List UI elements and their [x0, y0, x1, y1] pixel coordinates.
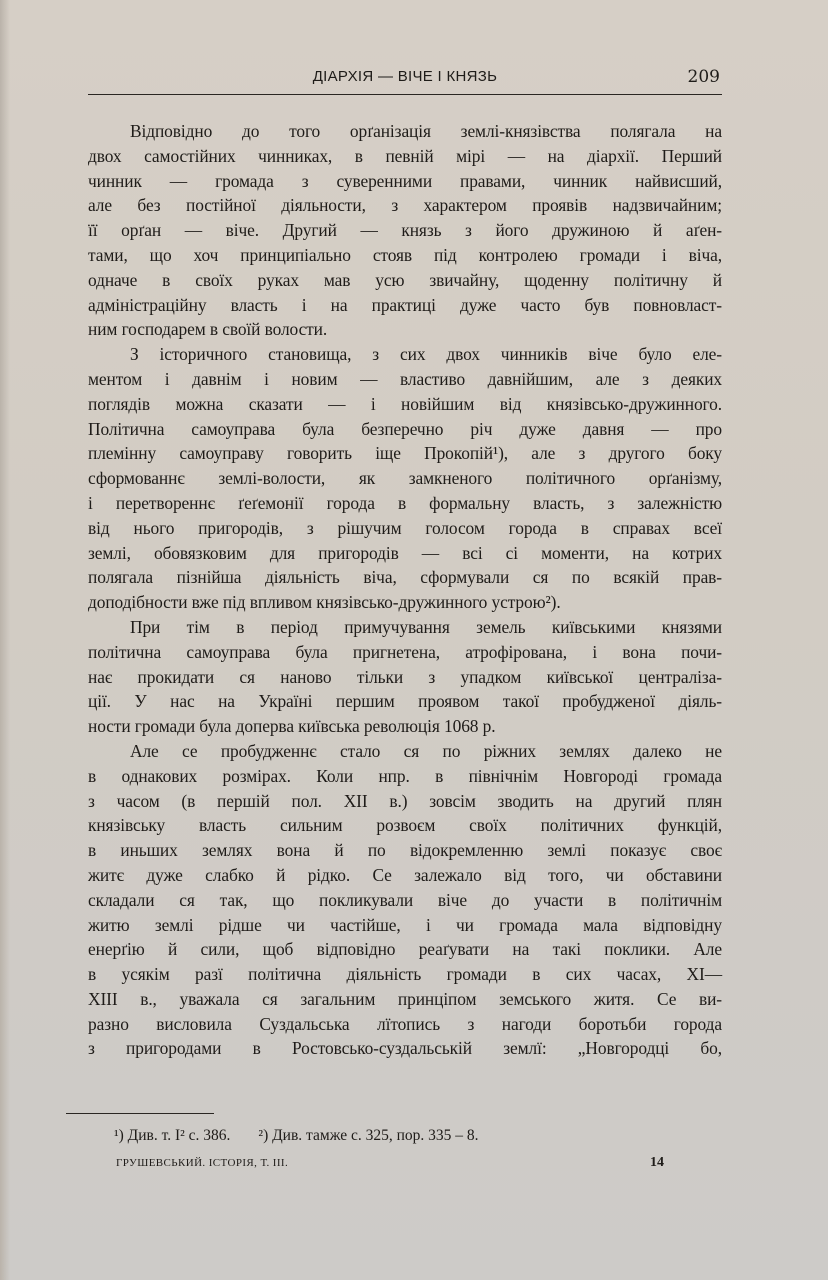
text-line: ції. У нас на Україні першим проявом такої пробудженої діяль-: [88, 691, 722, 712]
text-line: житє дуже слабко й рідко. Се залежало від того, чи обставини: [88, 864, 722, 885]
text-line: одначе в своїх руках мав усю звичайну, щоденну політичну й: [88, 269, 722, 290]
text-line: полягала пізнійша діяльність віча, сформували ся по всякій прав-: [88, 567, 722, 588]
text-line: Політична самоуправа була безперечно річ дуже давня — про: [88, 418, 722, 439]
text-line: разно висловила Суздальська лїтопись з нагоди боротьби города: [88, 1013, 722, 1034]
running-title: ДІАРХІЯ — ВІЧЕ І КНЯЗЬ: [312, 68, 498, 85]
footnote-divider: [66, 1113, 214, 1114]
footnote-2: ²) Див. тамже с. 325, пор. 335 – 8.: [258, 1127, 479, 1144]
text-line: і перетвореннє ґеґемонії города в формальну власть, з залежністю: [88, 492, 722, 513]
text-line: ности громади була доперва київська революція 1068 р.: [88, 716, 496, 737]
text-line: але без постійної діяльности, з характером проявів надзвичайним;: [88, 195, 722, 216]
footnote-1: ¹) Див. т. І² с. 386.: [114, 1127, 231, 1144]
text-line: ментом і давнім і новим — властиво давнійшим, але з деяких: [88, 368, 722, 389]
text-line: ним господарем в своїй волости.: [88, 319, 328, 340]
text-line: двох самостійних чинниках, в певній мірі — на діархії. Перший: [88, 145, 722, 166]
text-line: житю землі рідше чи частійше, і чи громада мала відповідну: [88, 914, 722, 935]
body-text: [88, 119, 722, 1061]
sheet-number: 14: [650, 1155, 664, 1170]
text-line: чинник — громада з суверенними правами, чинник найвисший,: [88, 170, 722, 191]
text-line: в усякім разї політична діяльність громади в сих часах, XI—: [88, 964, 722, 985]
text-line: З історичного становища, з сих двох чинників віче було еле-: [130, 344, 722, 365]
text-line: землі, обовязковим для пригородів — всі сі моменти, на котрих: [88, 542, 722, 563]
text-line: поглядів можна сказати — і новійшим від князівсько-дружинного.: [88, 393, 722, 414]
text-line: в однакових розмірах. Коли нпр. в північнім Новгороді громада: [88, 765, 722, 786]
text-line: з пригородами в Ростовсько-суздальській землї: „Новгородці бо,: [88, 1038, 722, 1059]
text-line: від нього пригородів, з рішучим голосом города в справах всеї: [88, 517, 722, 538]
page-edge-shadow: [0, 0, 10, 1280]
text-line: При тім в період примучування земель київськими князями: [130, 616, 722, 637]
text-line: в иньших землях вона й по відокремленню землі показує своє: [88, 840, 722, 861]
page-header: [88, 64, 722, 95]
text-line: політична самоуправа була пригнетена, атрофірована, і вона почи-: [88, 641, 722, 662]
text-line: доподібности вже під впливом князівсько-дружинного устрою²).: [88, 592, 561, 613]
text-line: сформованнє землі-волости, як замкненого політичного орґанізму,: [88, 468, 722, 489]
signature-line: ГРУШЕВСЬКИЙ. ІСТОРІЯ, Т. ІІІ.: [116, 1157, 289, 1169]
text-line: складали ся так, що покликували віче до участи в політичнім: [88, 889, 722, 910]
text-line: з часом (в першій пол. XII в.) зовсім зводить на другий плян: [88, 790, 722, 811]
text-line: тами, що хоч принципіально стояв під контролею громади і віча,: [88, 244, 722, 265]
text-line: Але се пробудженнє стало ся по ріжних землях далеко не: [130, 740, 722, 761]
text-line: адміністраційну власть і на практиці дуже часто був повновласт-: [88, 294, 722, 315]
text-line: нає прокидати ся наново тільки з упадком київської централіза-: [88, 666, 722, 687]
text-line: князівську власть сильним розвоєм своїх політичних функцій,: [88, 815, 722, 836]
page-number: 209: [687, 67, 720, 87]
footnotes: [114, 1127, 479, 1145]
text-line: її орґан — віче. Другий — князь з його дружиною й аґен-: [88, 220, 722, 241]
text-line: племінну самоуправу говорить іще Прокопій¹), але з другого боку: [88, 443, 722, 464]
text-line: Відповідно до того орґанізація землі-князівства полягала на: [130, 121, 722, 141]
text-line: енерґію й сили, щоб відповідно реаґувати на такі поклики. Але: [88, 939, 722, 960]
text-line: XIII в., уважала ся загальним принціпом земського житя. Се ви-: [88, 988, 722, 1009]
